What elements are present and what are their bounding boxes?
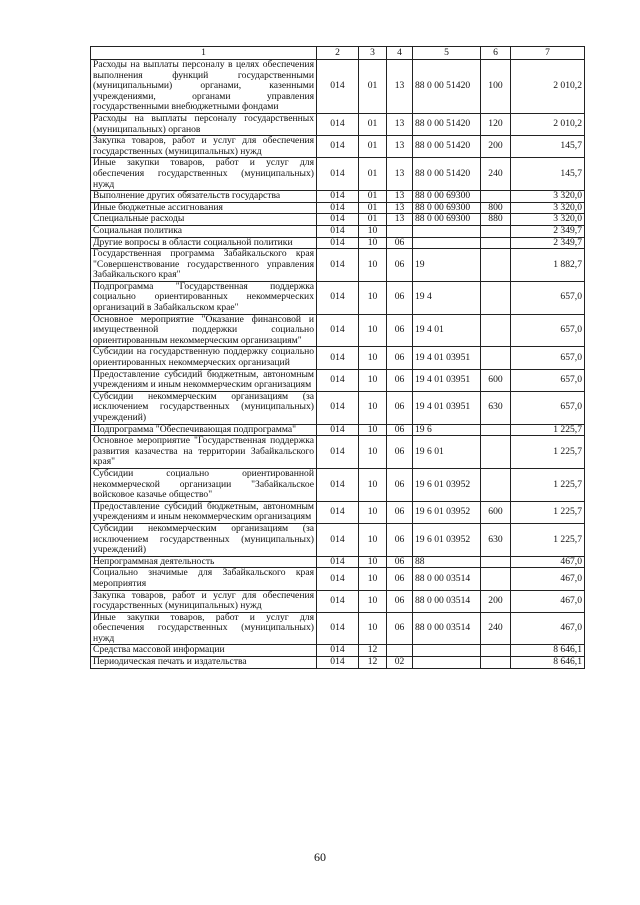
target-article-cell — [413, 657, 481, 669]
target-article-cell: 88 0 00 51420 — [413, 60, 481, 114]
target-article-cell — [413, 225, 481, 237]
section-cell: 10 — [359, 281, 387, 314]
subsection-cell: 06 — [387, 468, 413, 501]
row-name-cell: Государственная программа Забайкальского края "Совершенствование государственного управления Забайкальского края" — [91, 249, 317, 282]
grbs-cell: 014 — [317, 191, 359, 203]
subsection-cell — [387, 645, 413, 657]
grbs-cell: 014 — [317, 612, 359, 645]
section-cell: 10 — [359, 424, 387, 436]
subsection-cell — [387, 225, 413, 237]
amount-cell: 1 882,7 — [511, 249, 585, 282]
section-cell: 10 — [359, 249, 387, 282]
expense-type-cell: 240 — [481, 158, 511, 191]
amount-cell: 2 349,7 — [511, 237, 585, 249]
grbs-cell: 014 — [317, 424, 359, 436]
header-cell: 2 — [317, 47, 359, 60]
row-name-cell: Расходы на выплаты персоналу в целях обеспечения выполнения функций государственными (муниципальными) органами, казенными учреждениями, органами управления государственными внебюджетными фондами — [91, 60, 317, 114]
subsection-cell: 06 — [387, 314, 413, 347]
row-name-cell: Иные закупки товаров, работ и услуг для обеспечения государственных (муниципальных) нужд — [91, 158, 317, 191]
amount-cell: 657,0 — [511, 281, 585, 314]
amount-cell: 1 225,7 — [511, 501, 585, 523]
subsection-cell: 06 — [387, 612, 413, 645]
header-cell: 7 — [511, 47, 585, 60]
row-name-cell: Подпрограмма "Государственная поддержка социально ориентированных некоммерческих организаций в Забайкальском крае" — [91, 281, 317, 314]
header-cell: 1 — [91, 47, 317, 60]
expense-type-cell: 200 — [481, 136, 511, 158]
amount-cell: 2 349,7 — [511, 225, 585, 237]
table-row — [91, 657, 585, 669]
header-cell: 4 — [387, 47, 413, 60]
row-name-cell: Иные закупки товаров, работ и услуг для обеспечения государственных (муниципальных) нужд — [91, 612, 317, 645]
subsection-cell: 06 — [387, 556, 413, 568]
expense-type-cell: 120 — [481, 113, 511, 135]
amount-cell: 657,0 — [511, 391, 585, 424]
target-article-cell: 88 0 00 69300 — [413, 202, 481, 214]
page-number: 60 — [314, 850, 326, 864]
table-row — [91, 590, 585, 612]
expense-type-cell — [481, 657, 511, 669]
target-article-cell: 88 0 00 03514 — [413, 612, 481, 645]
table-row — [91, 347, 585, 369]
row-name-cell: Основное мероприятие "Оказание финансовой и имущественной поддержки социально ориентированным некоммерческим организациям" — [91, 314, 317, 347]
grbs-cell: 014 — [317, 645, 359, 657]
amount-cell: 467,0 — [511, 556, 585, 568]
subsection-cell: 06 — [387, 568, 413, 590]
grbs-cell: 014 — [317, 249, 359, 282]
expense-type-cell: 100 — [481, 60, 511, 114]
target-article-cell: 19 4 01 03951 — [413, 391, 481, 424]
section-cell: 10 — [359, 468, 387, 501]
section-cell: 10 — [359, 314, 387, 347]
section-cell: 10 — [359, 347, 387, 369]
table-row — [91, 556, 585, 568]
grbs-cell: 014 — [317, 281, 359, 314]
grbs-cell: 014 — [317, 523, 359, 556]
amount-cell: 2 010,2 — [511, 60, 585, 114]
row-name-cell: Основное мероприятие "Государственная поддержка развития казачества на территории Забайкальского края" — [91, 436, 317, 469]
section-cell: 12 — [359, 657, 387, 669]
table-row — [91, 645, 585, 657]
grbs-cell: 014 — [317, 202, 359, 214]
row-name-cell: Выполнение других обязательств государства — [91, 191, 317, 203]
target-article-cell: 88 0 00 69300 — [413, 191, 481, 203]
section-cell: 01 — [359, 158, 387, 191]
amount-cell: 2 010,2 — [511, 113, 585, 135]
grbs-cell: 014 — [317, 590, 359, 612]
expense-type-cell — [481, 424, 511, 436]
expense-type-cell — [481, 568, 511, 590]
row-name-cell: Субсидии некоммерческим организациям (за исключением государственных (муниципальных) учреждений) — [91, 391, 317, 424]
target-article-cell: 88 — [413, 556, 481, 568]
amount-cell: 467,0 — [511, 612, 585, 645]
subsection-cell: 13 — [387, 191, 413, 203]
target-article-cell: 19 4 — [413, 281, 481, 314]
section-cell: 10 — [359, 568, 387, 590]
subsection-cell: 06 — [387, 249, 413, 282]
grbs-cell: 014 — [317, 113, 359, 135]
section-cell: 10 — [359, 369, 387, 391]
row-name-cell: Подпрограмма "Обеспечивающая подпрограмма" — [91, 424, 317, 436]
table-row — [91, 191, 585, 203]
expense-type-cell: 600 — [481, 501, 511, 523]
target-article-cell: 88 0 00 51420 — [413, 158, 481, 191]
amount-cell: 657,0 — [511, 314, 585, 347]
section-cell: 12 — [359, 645, 387, 657]
expense-type-cell — [481, 645, 511, 657]
amount-cell: 1 225,7 — [511, 436, 585, 469]
section-cell: 01 — [359, 113, 387, 135]
subsection-cell: 06 — [387, 347, 413, 369]
subsection-cell: 13 — [387, 158, 413, 191]
grbs-cell: 014 — [317, 158, 359, 191]
section-cell: 01 — [359, 191, 387, 203]
expense-type-cell — [481, 468, 511, 501]
expense-type-cell — [481, 347, 511, 369]
target-article-cell: 19 4 01 — [413, 314, 481, 347]
expense-type-cell — [481, 249, 511, 282]
target-article-cell: 88 0 00 03514 — [413, 568, 481, 590]
expense-type-cell: 630 — [481, 523, 511, 556]
row-name-cell: Субсидии некоммерческим организациям (за исключением государственных (муниципальных) учреждений) — [91, 523, 317, 556]
grbs-cell: 014 — [317, 60, 359, 114]
subsection-cell: 06 — [387, 436, 413, 469]
header-cell: 5 — [413, 47, 481, 60]
subsection-cell: 13 — [387, 136, 413, 158]
header-cell: 6 — [481, 47, 511, 60]
subsection-cell: 13 — [387, 214, 413, 226]
section-cell: 01 — [359, 60, 387, 114]
budget-table — [90, 46, 585, 669]
subsection-cell: 06 — [387, 590, 413, 612]
table-row — [91, 136, 585, 158]
grbs-cell: 014 — [317, 568, 359, 590]
amount-cell: 467,0 — [511, 568, 585, 590]
table-row — [91, 158, 585, 191]
table-row — [91, 214, 585, 226]
section-cell: 10 — [359, 590, 387, 612]
amount-cell: 657,0 — [511, 369, 585, 391]
subsection-cell: 06 — [387, 424, 413, 436]
section-cell: 01 — [359, 202, 387, 214]
amount-cell: 8 646,1 — [511, 657, 585, 669]
expense-type-cell — [481, 191, 511, 203]
table-row — [91, 612, 585, 645]
amount-cell: 8 646,1 — [511, 645, 585, 657]
table-row — [91, 369, 585, 391]
section-cell: 10 — [359, 225, 387, 237]
amount-cell: 3 320,0 — [511, 214, 585, 226]
row-name-cell: Социальная политика — [91, 225, 317, 237]
row-name-cell: Субсидии социально ориентированной некоммерческой организации "Забайкальское войсковое казачье общество" — [91, 468, 317, 501]
table-row — [91, 314, 585, 347]
grbs-cell: 014 — [317, 225, 359, 237]
target-article-cell — [413, 645, 481, 657]
expense-type-cell — [481, 314, 511, 347]
table-row — [91, 237, 585, 249]
grbs-cell: 014 — [317, 237, 359, 249]
grbs-cell: 014 — [317, 214, 359, 226]
grbs-cell: 014 — [317, 436, 359, 469]
expense-type-cell — [481, 556, 511, 568]
table-row — [91, 424, 585, 436]
table-row — [91, 249, 585, 282]
grbs-cell: 014 — [317, 369, 359, 391]
grbs-cell: 014 — [317, 657, 359, 669]
row-name-cell: Средства массовой информации — [91, 645, 317, 657]
expense-type-cell — [481, 436, 511, 469]
target-article-cell: 19 4 01 03951 — [413, 369, 481, 391]
target-article-cell: 19 6 — [413, 424, 481, 436]
grbs-cell: 014 — [317, 136, 359, 158]
amount-cell: 1 225,7 — [511, 523, 585, 556]
expense-type-cell: 800 — [481, 202, 511, 214]
subsection-cell: 13 — [387, 113, 413, 135]
subsection-cell: 13 — [387, 202, 413, 214]
section-cell: 01 — [359, 214, 387, 226]
target-article-cell: 88 0 00 51420 — [413, 136, 481, 158]
target-article-cell: 19 4 01 03951 — [413, 347, 481, 369]
table-row — [91, 468, 585, 501]
amount-cell: 657,0 — [511, 347, 585, 369]
table-header-row — [91, 47, 585, 60]
expense-type-cell: 200 — [481, 590, 511, 612]
table-row — [91, 501, 585, 523]
section-cell: 10 — [359, 501, 387, 523]
subsection-cell: 13 — [387, 60, 413, 114]
section-cell: 10 — [359, 556, 387, 568]
amount-cell: 3 320,0 — [511, 191, 585, 203]
section-cell: 10 — [359, 237, 387, 249]
row-name-cell: Иные бюджетные ассигнования — [91, 202, 317, 214]
table-row — [91, 568, 585, 590]
target-article-cell: 19 6 01 03952 — [413, 468, 481, 501]
amount-cell: 1 225,7 — [511, 468, 585, 501]
section-cell: 10 — [359, 436, 387, 469]
row-name-cell: Закупка товаров, работ и услуг для обеспечения государственных (муниципальных) нужд — [91, 136, 317, 158]
grbs-cell: 014 — [317, 501, 359, 523]
target-article-cell: 88 0 00 51420 — [413, 113, 481, 135]
grbs-cell: 014 — [317, 468, 359, 501]
expense-type-cell: 240 — [481, 612, 511, 645]
subsection-cell: 06 — [387, 523, 413, 556]
section-cell: 10 — [359, 391, 387, 424]
table-row — [91, 202, 585, 214]
table-row — [91, 523, 585, 556]
amount-cell: 3 320,0 — [511, 202, 585, 214]
target-article-cell: 88 0 00 69300 — [413, 214, 481, 226]
subsection-cell: 06 — [387, 281, 413, 314]
expense-type-cell: 880 — [481, 214, 511, 226]
row-name-cell: Непрограммная деятельность — [91, 556, 317, 568]
table-row — [91, 391, 585, 424]
amount-cell: 145,7 — [511, 158, 585, 191]
subsection-cell: 02 — [387, 657, 413, 669]
row-name-cell: Периодическая печать и издательства — [91, 657, 317, 669]
table-row — [91, 225, 585, 237]
row-name-cell: Расходы на выплаты персоналу государственных (муниципальных) органов — [91, 113, 317, 135]
row-name-cell: Предоставление субсидий бюджетным, автономным учреждениям и иным некоммерческим организациям — [91, 369, 317, 391]
grbs-cell: 014 — [317, 314, 359, 347]
subsection-cell: 06 — [387, 369, 413, 391]
grbs-cell: 014 — [317, 556, 359, 568]
table-row — [91, 281, 585, 314]
subsection-cell: 06 — [387, 237, 413, 249]
expense-type-cell: 600 — [481, 369, 511, 391]
subsection-cell: 06 — [387, 501, 413, 523]
target-article-cell: 19 6 01 — [413, 436, 481, 469]
header-cell: 3 — [359, 47, 387, 60]
target-article-cell: 19 6 01 03952 — [413, 501, 481, 523]
row-name-cell: Субсидии на государственную поддержку социально ориентированных некоммерческих организаций — [91, 347, 317, 369]
expense-type-cell — [481, 225, 511, 237]
amount-cell: 145,7 — [511, 136, 585, 158]
table-row — [91, 60, 585, 114]
expense-type-cell — [481, 237, 511, 249]
subsection-cell: 06 — [387, 391, 413, 424]
section-cell: 10 — [359, 612, 387, 645]
row-name-cell: Другие вопросы в области социальной политики — [91, 237, 317, 249]
row-name-cell: Специальные расходы — [91, 214, 317, 226]
amount-cell: 467,0 — [511, 590, 585, 612]
table-row — [91, 113, 585, 135]
row-name-cell: Закупка товаров, работ и услуг для обеспечения государственных (муниципальных) нужд — [91, 590, 317, 612]
section-cell: 01 — [359, 136, 387, 158]
amount-cell: 1 225,7 — [511, 424, 585, 436]
target-article-cell: 19 — [413, 249, 481, 282]
target-article-cell: 88 0 00 03514 — [413, 590, 481, 612]
target-article-cell: 19 6 01 03952 — [413, 523, 481, 556]
expense-type-cell — [481, 281, 511, 314]
section-cell: 10 — [359, 523, 387, 556]
row-name-cell: Социально значимые для Забайкальского края мероприятия — [91, 568, 317, 590]
grbs-cell: 014 — [317, 347, 359, 369]
target-article-cell — [413, 237, 481, 249]
row-name-cell: Предоставление субсидий бюджетным, автономным учреждениям и иным некоммерческим организациям — [91, 501, 317, 523]
grbs-cell: 014 — [317, 391, 359, 424]
table-row — [91, 436, 585, 469]
expense-type-cell: 630 — [481, 391, 511, 424]
